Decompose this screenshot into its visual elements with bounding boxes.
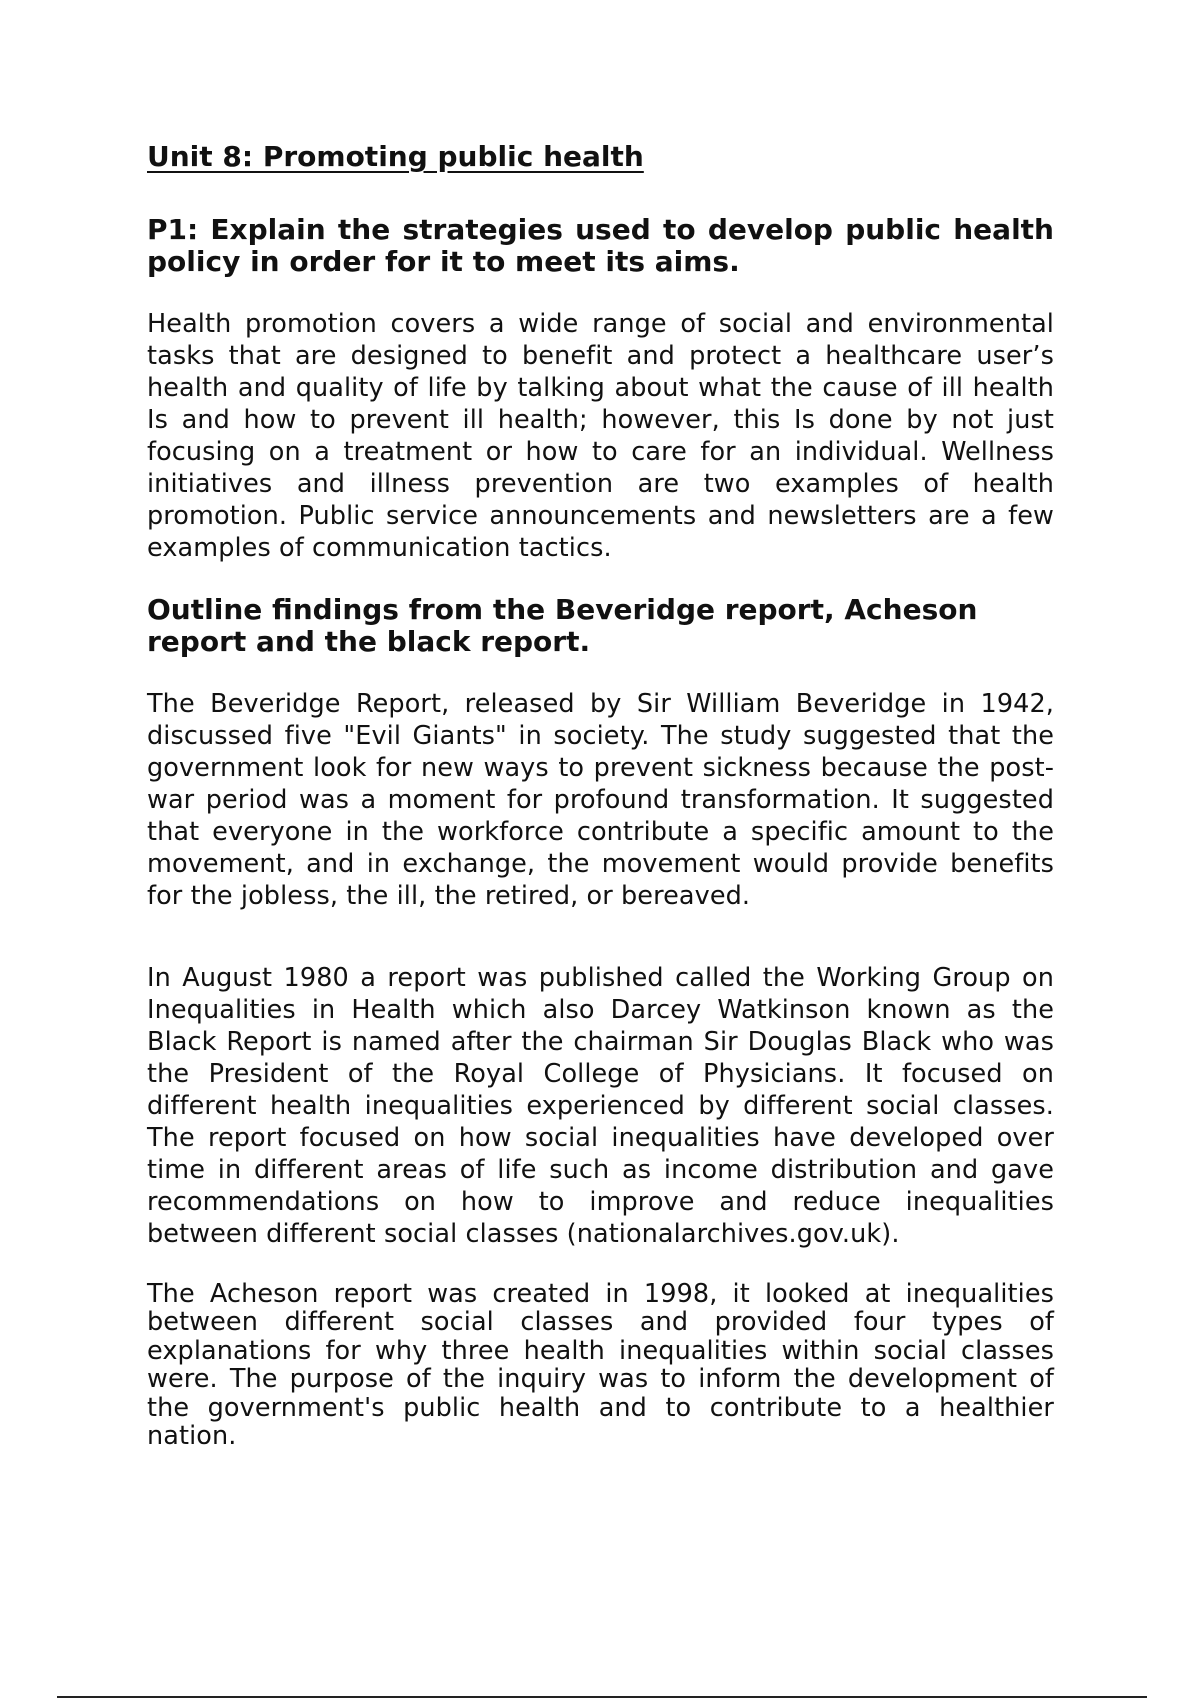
section-heading-p1: P1: Explain the strategies used to develop public health policy in order for it to meet its aims.	[147, 212, 1054, 278]
paragraph-acheson-report: The Acheson report was created in 1998, it looked at inequalities between different social classes and provided four types of explanations for why three health inequalities within social classes were. The purpose of the inquiry was to inform the development of the government's public health and to contribute to a healthier nation.	[147, 1278, 1054, 1452]
document-page	[147, 140, 1054, 1481]
document-title: Unit 8: Promoting public health	[147, 140, 644, 173]
footer-divider	[57, 1696, 1147, 1698]
paragraph-black-report: In August 1980 a report was published called the Working Group on Inequalities in Health which also Darcey Watkinson known as the Black Report is named after the chairman Sir Douglas Black who was the President of the Royal College of Physicians. It focused on different health inequalities experienced by different social classes. The report focused on how social inequalities have developed over time in different areas of life such as income distribution and gave recommendations on how to improve and reduce inequalities between different social classes (nationalarchives.gov.uk).	[147, 962, 1054, 1249]
section-heading-reports: Outline findings from the Beveridge report, Acheson report and the black report.	[147, 592, 978, 658]
paragraph-beveridge-report: The Beveridge Report, released by Sir William Beveridge in 1942, discussed five "Evil Giants" in society. The study suggested that the government look for new ways to prevent sickness because the post-war period was a moment for profound transformation. It suggested that everyone in the workforce contribute a specific amount to the movement, and in exchange, the movement would provide benefits for the jobless, the ill, the retired, or bereaved.	[147, 688, 1054, 911]
paragraph-health-promotion: Health promotion covers a wide range of social and environmental tasks that are designed to benefit and protect a healthcare user’s health and quality of life by talking about what the cause of ill health Is and how to prevent ill health; however, this Is done by not just focusing on a treatment or how to care for an individual. Wellness initiatives and illness prevention are two examples of health promotion. Public service announcements and newsletters are a few examples of communication tactics.	[147, 308, 1054, 563]
